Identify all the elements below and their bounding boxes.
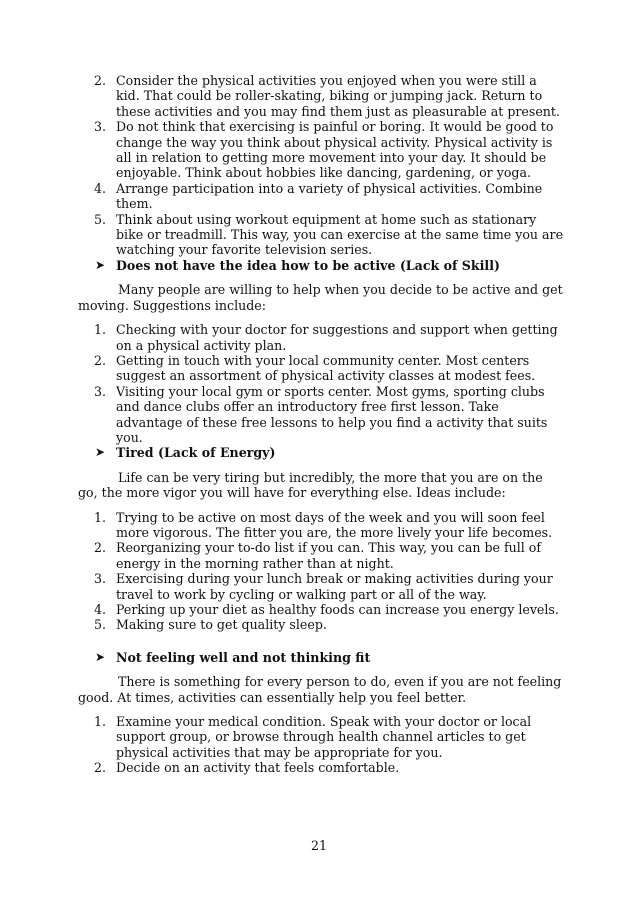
list-item — [78, 510, 564, 541]
list-item — [78, 353, 564, 384]
list-item-number: 1. — [94, 322, 107, 338]
list-item — [78, 760, 564, 775]
paragraph: Life can be very tiring but incredibly, the more that you are on the go, the more vigor you will have for everything else. Ideas include: — [78, 469, 543, 501]
list-item-text: Consider the physical activities you enjoyed when you were still a kid. That could be roller-skating, biking or jumping jack. Return to these activities and you may find them just as pleasurable at present. — [116, 73, 560, 119]
list-item-number: 2. — [94, 760, 107, 776]
list-item — [78, 212, 564, 258]
list-item-number: 2. — [94, 73, 107, 88]
list-item-number: 4. — [94, 602, 107, 617]
list-item-number: 1. — [94, 509, 107, 525]
page-content — [78, 73, 564, 776]
list-item-text: Perking up your diet as healthy foods can increase you energy levels. — [116, 602, 559, 617]
page-number: 21 — [310, 838, 328, 853]
numbered-list — [78, 714, 564, 776]
numbered-list — [78, 73, 564, 258]
list-item — [78, 119, 564, 181]
list-item-text: Do not think that exercising is painful or boring. It would be good to change the way you think about physical activity. Physical activity is all in relation to getting more movement into your day. It should be enjoyable. Think about hobbies like dancing, gardening, or yoga. — [116, 119, 554, 181]
list-item-text: Trying to be active on most days of the week and you will soon feel more vigorous. The fitter you are, the more lively your life becomes. — [116, 509, 553, 540]
section-heading — [78, 445, 564, 460]
paragraph: There is something for every person to do, even if you are not feeling good. At times, activities can essentially help you feel better. — [78, 674, 562, 705]
list-item — [78, 73, 564, 119]
list-item-text: Arrange participation into a variety of physical activities. Combine them. — [116, 180, 543, 212]
list-item-text: Visiting your local gym or sports center. Most gyms, sporting clubs and dance clubs offer an introductory free first lesson. Take advantage of these free lessons to help you find a activity that suits you. — [116, 383, 548, 445]
section-heading — [78, 650, 564, 665]
list-item-text: Exercising during your lunch break or making activities during your travel to work by cycling or walking part or all of the way. — [116, 571, 553, 602]
list-item — [78, 714, 564, 760]
list-item-number: 3. — [94, 571, 107, 587]
numbered-list — [78, 322, 564, 445]
list-item-number: 4. — [94, 180, 107, 196]
heading-text: Not feeling well and not thinking fit — [116, 649, 371, 665]
list-item-number: 3. — [94, 383, 107, 399]
list-item-text: Examine your medical condition. Speak with your doctor or local support group, or browse through health channel articles to get physical activities that may be appropriate for you. — [116, 714, 532, 760]
list-item-text: Decide on an activity that feels comfortable. — [116, 760, 400, 776]
list-item — [78, 571, 564, 602]
list-item-number: 5. — [94, 617, 107, 633]
list-item-text: Think about using workout equipment at home such as stationary bike or treadmill. This way, you can exercise at the same time you are watching your favorite television series. — [116, 211, 564, 258]
list-item-text: Reorganizing your to-do list if you can. This way, you can be full of energy in the morning rather than at night. — [116, 540, 542, 571]
list-item — [78, 540, 564, 571]
list-item-text: Making sure to get quality sleep. — [116, 617, 327, 633]
list-item-number: 3. — [94, 119, 107, 135]
list-item — [78, 617, 564, 632]
heading-text: Does not have the idea how to be active (Lack of Skill) — [116, 257, 500, 273]
arrow-bullet-icon: ➤ — [95, 257, 106, 272]
paragraph: Many people are willing to help when you decide to be active and get moving. Suggestions include: — [78, 282, 563, 313]
arrow-bullet-icon: ➤ — [95, 649, 106, 664]
list-item — [78, 181, 564, 212]
list-item — [78, 602, 564, 617]
list-item-number: 5. — [94, 211, 107, 227]
numbered-list — [78, 510, 564, 633]
arrow-bullet-icon: ➤ — [95, 445, 106, 460]
list-item-number: 2. — [94, 352, 107, 368]
list-item — [78, 384, 564, 446]
list-item-number: 2. — [94, 540, 107, 556]
list-item-text: Getting in touch with your local community center. Most centers suggest an assortment of physical activity classes at modest fees. — [116, 352, 536, 384]
list-item — [78, 322, 564, 353]
list-item-text: Checking with your doctor for suggestions and support when getting on a physical activity plan. — [116, 322, 558, 353]
list-item-number: 1. — [94, 714, 107, 730]
heading-text: Tired (Lack of Energy) — [116, 445, 276, 461]
section-heading — [78, 258, 564, 273]
